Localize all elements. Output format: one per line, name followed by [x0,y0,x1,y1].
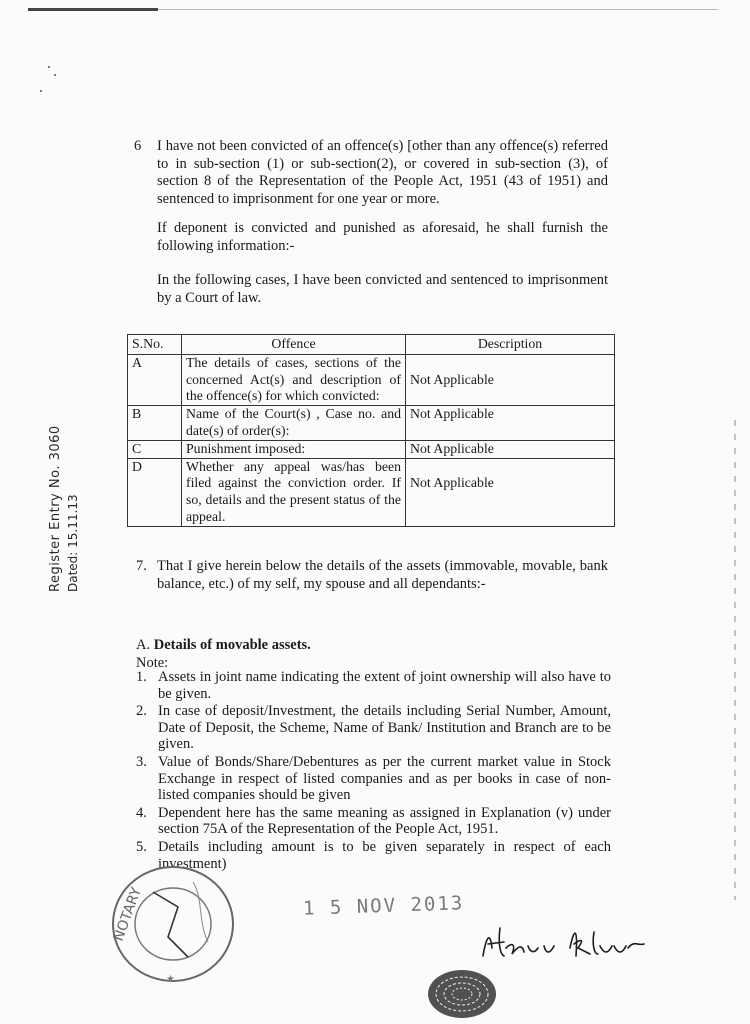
heading-prefix: A. [136,637,151,653]
scan-speck [54,74,56,76]
offence-table [127,334,615,527]
table-row [128,458,615,526]
row-sno: D [128,458,182,526]
notary-seal-icon [108,862,238,987]
row-sno: A [128,354,182,405]
row-offence: Whether any appeal was/has been filed against the conviction order. If so, details and the present status of the appeal. [182,458,406,526]
list-item [136,703,611,753]
row-description: Not Applicable [406,440,615,458]
date-stamp: 1 5 NOV 2013 [302,892,465,920]
list-item-text: In case of deposit/Investment, the details including Serial Number, Amount, Date of Deposit, the Scheme, Name of Bank/ Institution and Branch are to be given. [158,703,611,753]
list-item [136,669,611,702]
list-item [136,754,611,804]
header-sno: S.No. [128,335,182,355]
scan-edge-right [734,420,736,900]
row-offence: Name of the Court(s) , Case no. and date(s) of order(s): [182,406,406,441]
row-sno: B [128,406,182,441]
scan-speck [48,66,50,68]
section-6-number: 6 [134,138,142,154]
heading-text: Details of movable assets. [153,637,311,653]
list-item-number: 2. [136,703,147,720]
svg-text:★: ★ [166,974,175,985]
list-item-number: 4. [136,804,147,821]
list-item-text: Details including amount is to be given separately in respect of each investment) [158,838,611,872]
register-entry-date: Dated: 15.11.13 [66,494,80,592]
table-header-row [128,335,615,355]
table-row [128,440,615,458]
note-label: Note: [136,655,169,671]
row-offence: Punishment imposed: [182,440,406,458]
table-row [128,406,615,441]
list-item-text: Assets in joint name indicating the extent of joint ownership will also have to be given. [158,669,611,702]
row-sno: C [128,440,182,458]
if-convicted-text: If deponent is convicted and punished as aforesaid, he shall furnish the following information:- [157,220,608,254]
row-description: Not Applicable [406,354,615,405]
signature-icon [478,918,648,966]
notes-list [136,669,611,873]
section-7-text: That I give herein below the details of the assets (immovable, movable, bank balance, etc.) of my self, my spouse and all dependants:- [157,558,608,592]
scan-edge [28,8,718,11]
list-item-number: 1. [136,669,147,685]
row-description: Not Applicable [406,458,615,526]
thumbprint-icon [422,962,502,1022]
scan-speck [40,90,42,92]
table-row [128,354,615,405]
svg-text:NOTARY: NOTARY [110,885,145,944]
list-item [136,805,611,838]
row-offence: The details of cases, sections of the concerned Act(s) and description of the offence(s) for which convicted: [182,354,406,405]
section-6-text: I have not been convicted of an offence(s) [other than any offence(s) referred to in sub-section (1) or sub-section(2), or covered in sub-section (3), of section 8 of the Representation of the People Act, 1951 (43 of 1951) and sentenced to imprisonment for one year or more. [157,138,608,207]
header-offence: Offence [182,335,406,355]
list-item-number: 3. [136,753,147,770]
movable-assets-heading [136,637,311,654]
row-description: Not Applicable [406,406,615,441]
header-description: Description [406,335,615,355]
list-item-text: Dependent here has the same meaning as assigned in Explanation (v) under section 75A of the Representation of the People Act, 1951. [158,804,611,838]
register-entry-number: Register Entry No. 3060 [48,425,63,592]
list-item-number: 5. [136,838,147,855]
following-cases-text: In the following cases, I have been convicted and sentenced to imprisonment by a Court of law. [157,272,608,306]
section-7-number: 7. [136,558,147,574]
list-item-text: Value of Bonds/Share/Debentures as per the current market value in Stock Exchange in respect of listed companies and as per books in case of non-listed companies should be given [158,753,611,804]
